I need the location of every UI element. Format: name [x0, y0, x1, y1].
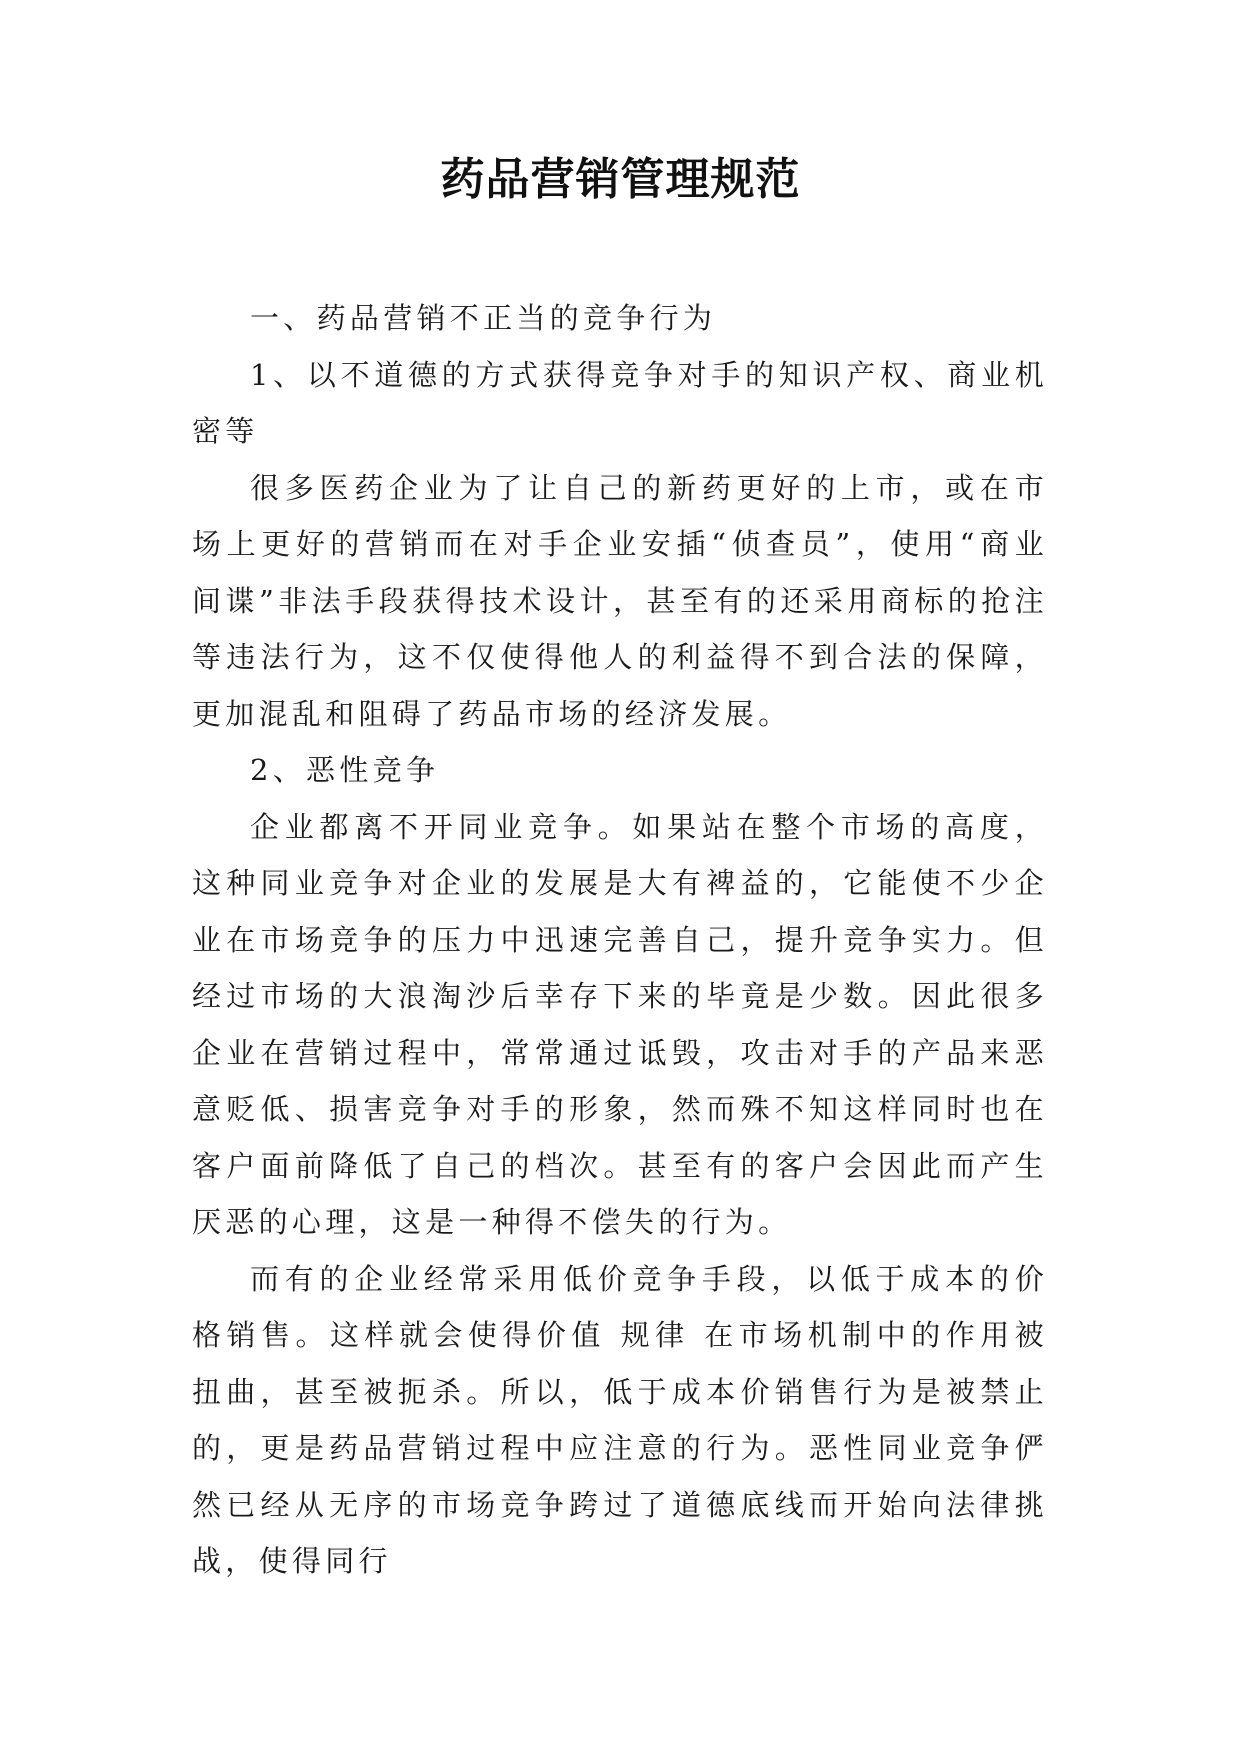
- body-paragraph: 企业都离不开同业竞争。如果站在整个市场的高度，这种同业竞争对企业的发展是大有裨益的，它能使不少企业在市场竞争的压力中迅速完善自己，提升竞争实力。但经过市场的大浪淘沙后幸存下来的毕竟是少数。因此很多企业在营销过程中，常常通过诋毁，攻击对手的产品来恶意贬低、损害竞争对手的形象，然而殊不知这样同时也在客户面前降低了自己的档次。甚至有的客户会因此而产生厌恶的心理，这是一种得不偿失的行为。: [192, 809, 1048, 1239]
- body-paragraph: 而有的企业经常采用低价竞争手段，以低于成本的价格销售。这样就会使得价值 规律 在市场机制中的作用被扭曲，甚至被扼杀。所以，低于成本价销售行为是被禁止的，更是药品营销过程中应注意的行为。恶性同业竞争俨然已经从无序的市场竞争跨过了道德底线而开始向法律挑战，使得同行: [192, 1261, 1048, 1578]
- subsection-heading: 1、以不道德的方式获得竞争对手的知识产权、商业机密等: [192, 357, 1048, 448]
- subsection-heading: 2、恶性竞争: [250, 753, 440, 787]
- body-paragraph: 很多医药企业为了让自己的新药更好的上市，或在市场上更好的营销而在对手企业安插“侦查员”，使用“商业间谍”非法手段获得技术设计，甚至有的还采用商标的抢注等违法行为，这不仅使得他人的利益得不到合法的保障，更加混乱和阻碍了药品市场的经济发展。: [192, 470, 1048, 731]
- document-title: 药品营销管理规范: [440, 154, 801, 205]
- section-heading: 一、药品营销不正当的竞争行为: [250, 301, 717, 335]
- document-body: [192, 290, 1048, 1590]
